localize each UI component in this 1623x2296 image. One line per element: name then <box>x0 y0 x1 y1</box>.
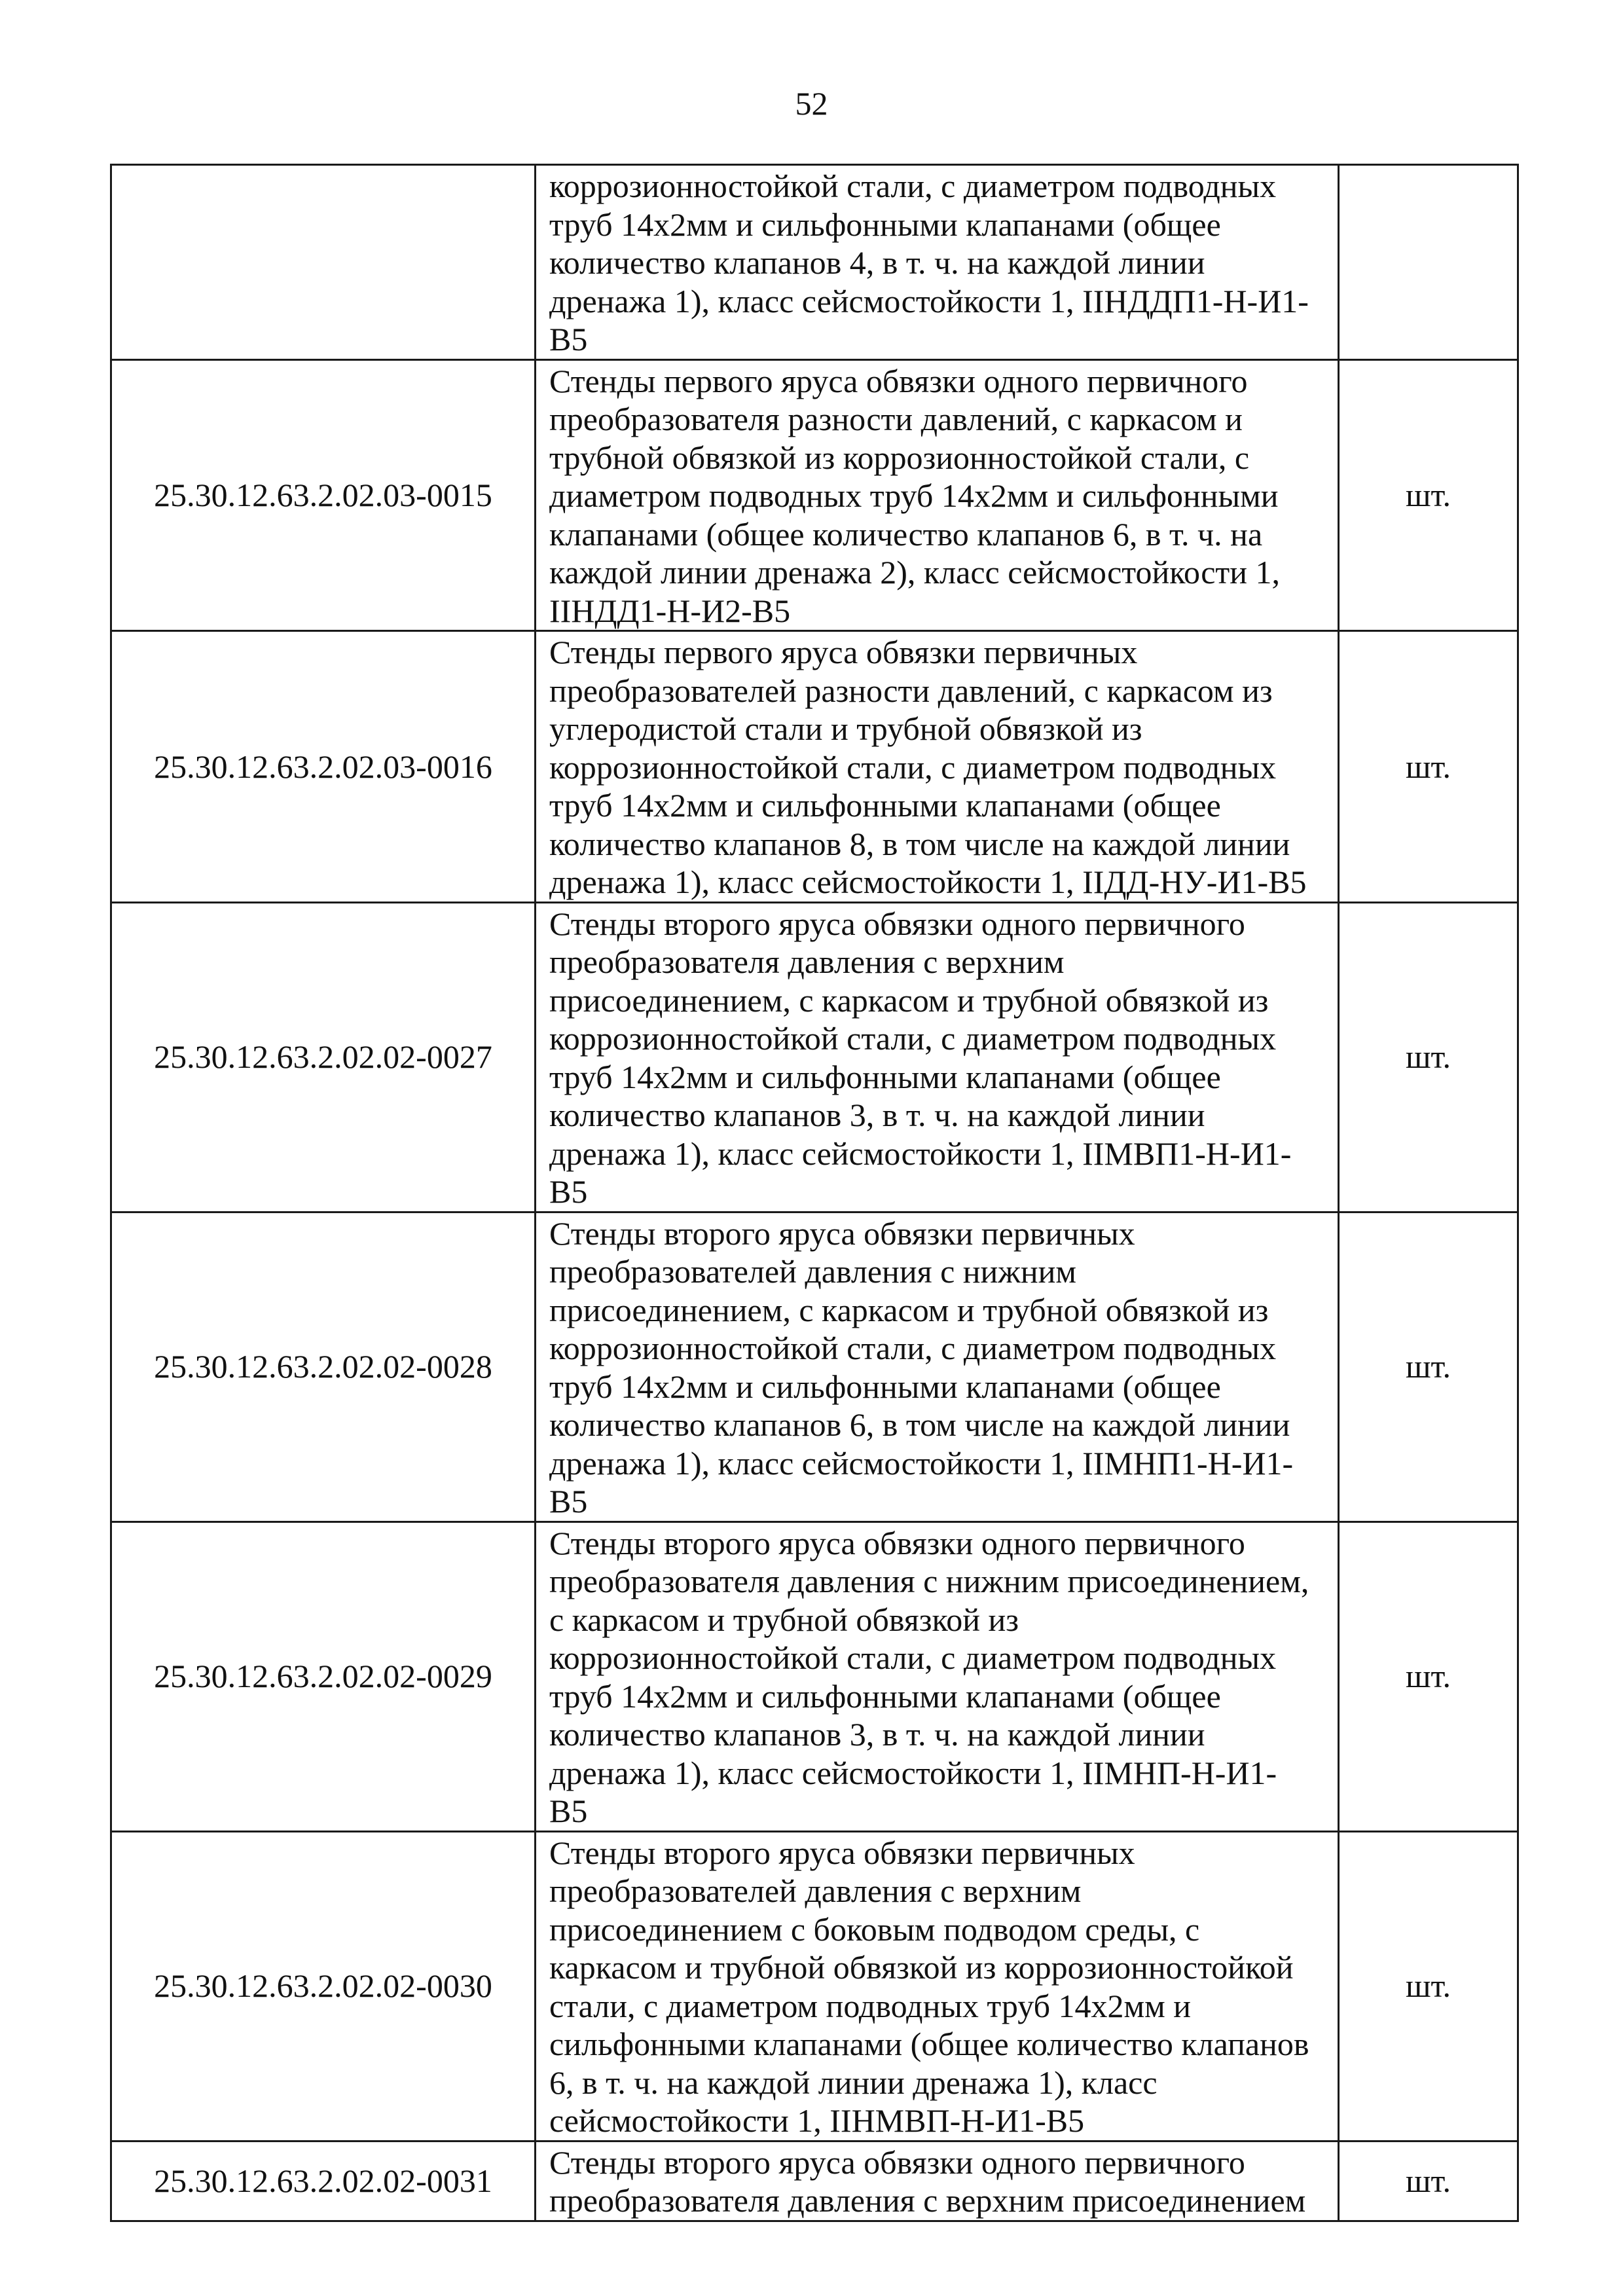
table-row <box>111 359 1518 631</box>
resource-unit: шт. <box>1339 631 1518 903</box>
resource-unit <box>1339 165 1518 360</box>
resource-description <box>536 1522 1339 1831</box>
resource-code: 25.30.12.63.2.02.02-0027 <box>111 902 536 1212</box>
description-line: сейсмостойкости 1, IIНМВП-Н-И1-В5 <box>549 2102 1085 2139</box>
resource-unit: шт. <box>1339 359 1518 631</box>
table-row <box>111 1831 1518 2141</box>
description-line: В5 <box>549 1173 588 1210</box>
description-line: дренажа 1), класс сейсмостойкости 1, IIМВП1-Н-И1- <box>549 1135 1292 1172</box>
description-line: дренажа 1), класс сейсмостойкости 1, IIМНП-Н-И1- <box>549 1754 1277 1791</box>
resource-code: 25.30.12.63.2.02.02-0030 <box>111 1831 536 2141</box>
description-line: труб 14х2мм и сильфонными клапанами (общее <box>549 206 1221 243</box>
description-line: коррозионностойкой стали, с диаметром подводных <box>549 168 1277 204</box>
resource-description <box>536 1212 1339 1522</box>
description-line: преобразователей давления с нижним <box>549 1253 1076 1290</box>
description-line: стали, с диаметром подводных труб 14х2мм и <box>549 1987 1192 2024</box>
description-line: углеродистой стали и трубной обвязкой из <box>549 710 1142 747</box>
description-line: коррозионностойкой стали, с диаметром подводных <box>549 1020 1277 1057</box>
resource-table <box>110 164 1519 2222</box>
description-line: коррозионностойкой стали, с диаметром подводных <box>549 1330 1277 1366</box>
resource-description <box>536 2141 1339 2221</box>
resource-code: 25.30.12.63.2.02.03-0016 <box>111 631 536 903</box>
table-row <box>111 631 1518 903</box>
description-line: преобразователей разности давлений, с каркасом из <box>549 672 1273 709</box>
table-row <box>111 2141 1518 2221</box>
table-row <box>111 902 1518 1212</box>
description-line: диаметром подводных труб 14х2мм и сильфонными <box>549 477 1279 514</box>
resource-description <box>536 631 1339 903</box>
resource-description <box>536 1831 1339 2141</box>
description-line: количество клапанов 3, в т. ч. на каждой линии <box>549 1716 1205 1753</box>
description-line: Стенды второго яруса обвязки одного первичного <box>549 1524 1245 1561</box>
table-row <box>111 1522 1518 1831</box>
description-line: труб 14х2мм и сильфонными клапанами (общее <box>549 1677 1221 1715</box>
description-line: В5 <box>549 1793 588 1829</box>
resource-code: 25.30.12.63.2.02.02-0029 <box>111 1522 536 1831</box>
resource-unit: шт. <box>1339 1212 1518 1522</box>
description-line: труб 14х2мм и сильфонными клапанами (общее <box>549 1368 1221 1405</box>
description-line: В5 <box>549 321 588 357</box>
description-line: Стенды второго яруса обвязки одного первичного <box>549 905 1245 942</box>
description-line: с каркасом и трубной обвязкой из <box>549 1601 1019 1638</box>
table-row <box>111 165 1518 360</box>
description-line: количество клапанов 4, в т. ч. на каждой линии <box>549 244 1205 281</box>
description-line: количество клапанов 8, в том числе на каждой линии <box>549 825 1290 862</box>
description-line: труб 14х2мм и сильфонными клапанами (общее <box>549 1058 1221 1095</box>
description-line: дренажа 1), класс сейсмостойкости 1, IIНДДП1-Н-И1- <box>549 282 1309 319</box>
table-row <box>111 1212 1518 1522</box>
description-line: каркасом и трубной обвязкой из коррозионностойкой <box>549 1949 1294 1986</box>
resource-description <box>536 165 1339 360</box>
description-line: преобразователя разности давлений, с каркасом и <box>549 401 1243 437</box>
description-line: трубной обвязкой из коррозионностойкой стали, с <box>549 439 1250 476</box>
description-line: преобразователя давления с верхним присоединением <box>549 2182 1306 2219</box>
description-line: Стенды второго яруса обвязки первичных <box>549 1214 1135 1252</box>
description-line: преобразователей давления с верхним <box>549 1872 1082 1909</box>
description-line: количество клапанов 3, в т. ч. на каждой линии <box>549 1097 1205 1133</box>
resource-code: 25.30.12.63.2.02.02-0028 <box>111 1212 536 1522</box>
description-line: 6, в т. ч. на каждой линии дренажа 1), класс <box>549 2064 1158 2101</box>
description-line: присоединением, с каркасом и трубной обвязкой из <box>549 981 1269 1019</box>
description-line: количество клапанов 6, в том числе на каждой линии <box>549 1406 1290 1443</box>
description-line: преобразователя давления с верхним <box>549 943 1065 980</box>
description-line: преобразователя давления с нижним присоединением, <box>549 1563 1309 1599</box>
resource-unit: шт. <box>1339 1831 1518 2141</box>
description-line: дренажа 1), класс сейсмостойкости 1, IIДД-НУ-И1-В5 <box>549 864 1307 900</box>
resource-unit: шт. <box>1339 902 1518 1212</box>
resource-description <box>536 359 1339 631</box>
description-line: клапанами (общее количество клапанов 6, в т. ч. на <box>549 515 1263 553</box>
description-line: Стенды второго яруса обвязки одного первичного <box>549 2143 1245 2181</box>
description-line: дренажа 1), класс сейсмостойкости 1, IIМНП1-Н-И1- <box>549 1444 1294 1482</box>
description-line: Стенды второго яруса обвязки первичных <box>549 1834 1135 1871</box>
description-line: каждой линии дренажа 2), класс сейсмостойкости 1, <box>549 554 1281 591</box>
description-line: труб 14х2мм и сильфонными клапанами (общее <box>549 787 1221 824</box>
resource-code <box>111 165 536 360</box>
description-line: IIНДД1-Н-И2-В5 <box>549 592 791 629</box>
description-line: Стенды первого яруса обвязки одного первичного <box>549 362 1248 399</box>
resource-unit: шт. <box>1339 2141 1518 2221</box>
description-line: коррозионностойкой стали, с диаметром подводных <box>549 748 1277 786</box>
description-line: В5 <box>549 1483 588 1520</box>
description-line: присоединением с боковым подводом среды, с <box>549 1910 1200 1948</box>
description-line: Стенды первого яруса обвязки первичных <box>549 634 1138 670</box>
resource-unit: шт. <box>1339 1522 1518 1831</box>
description-line: сильфонными клапанами (общее количество клапанов <box>549 2026 1309 2062</box>
description-line: коррозионностойкой стали, с диаметром подводных <box>549 1639 1277 1676</box>
resource-code: 25.30.12.63.2.02.03-0015 <box>111 359 536 631</box>
description-line: присоединением, с каркасом и трубной обвязкой из <box>549 1291 1269 1328</box>
page-number: 52 <box>795 85 828 122</box>
resource-code: 25.30.12.63.2.02.02-0031 <box>111 2141 536 2221</box>
resource-description <box>536 902 1339 1212</box>
